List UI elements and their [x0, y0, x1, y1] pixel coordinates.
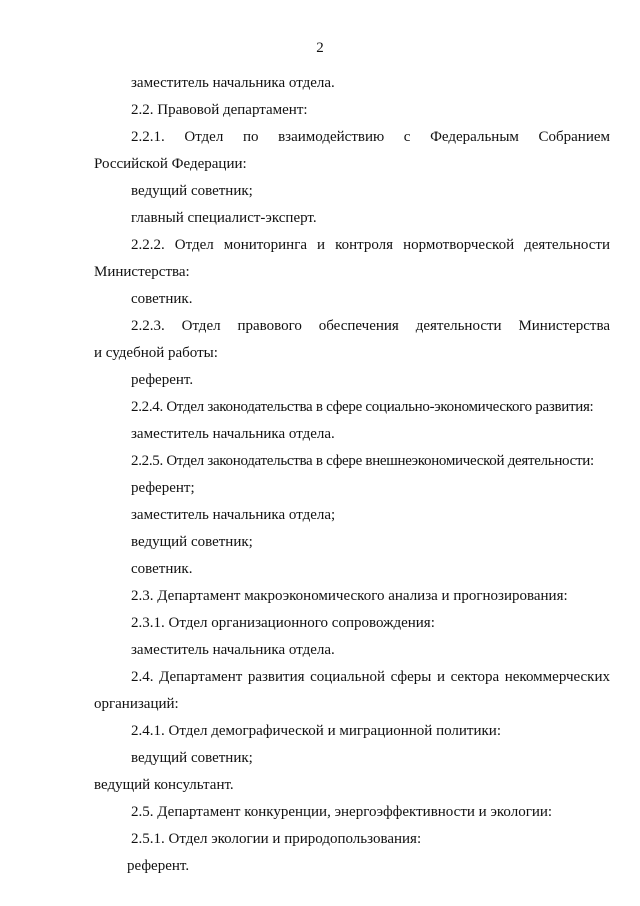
position-item: ведущий консультант.: [94, 777, 234, 793]
subsection-heading: 2.5.1. Отдел экологии и природопользования:: [131, 831, 422, 847]
position-item: ведущий советник;: [131, 750, 253, 766]
position-item: советник.: [131, 291, 193, 307]
section-heading: 2.5. Департамент конкуренции, энергоэффективности и экологии:: [131, 804, 553, 820]
text-line: Российской Федерации:: [94, 156, 247, 172]
text-line: Министерства:: [94, 264, 190, 280]
position-item: ведущий советник;: [131, 534, 253, 550]
position-item: заместитель начальника отдела.: [131, 426, 335, 442]
section-heading: 2.3. Департамент макроэкономического анализа и прогнозирования:: [131, 588, 568, 604]
position-item: главный специалист-эксперт.: [131, 210, 317, 226]
position-item: ведущий советник;: [131, 183, 253, 199]
position-item: референт.: [131, 372, 194, 388]
text-line: заместитель начальника отдела.: [131, 75, 335, 91]
page-number: 2: [316, 40, 324, 56]
position-item: референт.: [127, 858, 190, 874]
subsection-heading: 2.2.1. Отдел по взаимодействию с Федеральным Собранием: [131, 129, 610, 145]
subsection-heading: 2.3.1. Отдел организационного сопровождения:: [131, 615, 435, 631]
section-heading: 2.4. Департамент развития социальной сферы и сектора некоммерческих: [131, 669, 610, 685]
text-line: и судебной работы:: [94, 345, 218, 361]
position-item: заместитель начальника отдела.: [131, 642, 335, 658]
position-item: референт;: [131, 480, 195, 496]
position-item: заместитель начальника отдела;: [131, 507, 336, 523]
subsection-heading: 2.4.1. Отдел демографической и миграционной политики:: [131, 723, 501, 739]
subsection-heading: 2.2.3. Отдел правового обеспечения деятельности Министерства: [131, 318, 610, 334]
subsection-heading: 2.2.4. Отдел законодательства в сфере социально-экономического развития:: [131, 399, 594, 415]
section-heading: 2.2. Правовой департамент:: [131, 102, 308, 118]
position-item: советник.: [131, 561, 193, 577]
text-line: организаций:: [94, 696, 179, 712]
subsection-heading: 2.2.5. Отдел законодательства в сфере внешнеэкономической деятельности:: [131, 453, 594, 469]
subsection-heading: 2.2.2. Отдел мониторинга и контроля нормотворческой деятельности: [131, 237, 610, 253]
